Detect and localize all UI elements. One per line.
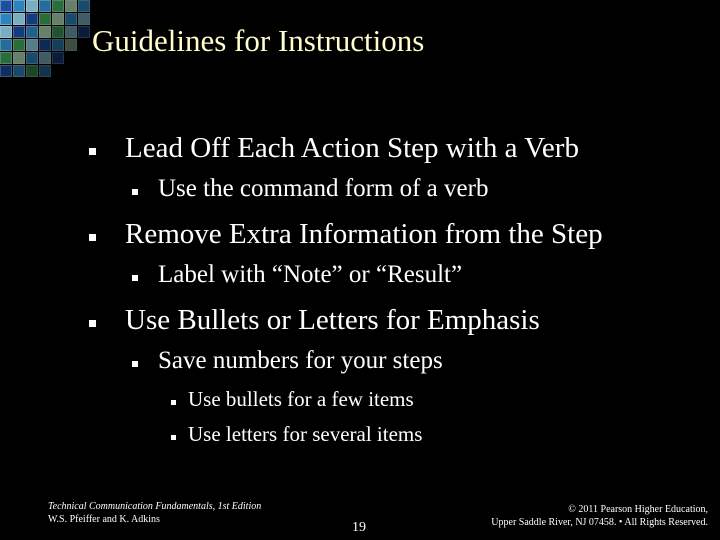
bullet-item-several-items xyxy=(188,422,422,447)
mosaic-tile xyxy=(0,39,12,51)
mosaic-tile xyxy=(13,52,25,64)
bullet-text: Use Bullets or Letters for Emphasis xyxy=(125,304,540,336)
mosaic-tile xyxy=(39,52,51,64)
slide-title: Guidelines for Instructions xyxy=(92,23,425,58)
bullet-square-icon xyxy=(89,234,96,241)
mosaic-tile xyxy=(26,26,38,38)
footer-book-info xyxy=(48,500,261,526)
bullet-square-icon xyxy=(132,275,138,281)
mosaic-tile xyxy=(65,0,77,12)
bullet-text: Lead Off Each Action Step with a Verb xyxy=(125,132,579,164)
bullet-item-use-bullets xyxy=(125,304,540,337)
copyright-line-1: © 2011 Pearson Higher Education, xyxy=(568,504,708,515)
footer-book-title: Technical Communication Fundamentals, 1st Edition xyxy=(48,501,262,512)
copyright-line-2: Upper Saddle River, NJ 07458. • All Rights Reserved. xyxy=(491,517,708,528)
mosaic-tile xyxy=(39,26,51,38)
bullet-item-remove-extra xyxy=(125,218,603,251)
mosaic-tile xyxy=(65,26,77,38)
bullet-text: Use bullets for a few items xyxy=(188,387,414,411)
bullet-square-icon xyxy=(89,320,96,327)
bullet-square-icon xyxy=(171,435,176,440)
mosaic-tile xyxy=(52,0,64,12)
mosaic-tile xyxy=(0,0,12,12)
mosaic-tile xyxy=(78,13,90,25)
decorative-mosaic xyxy=(0,0,100,100)
bullet-text: Remove Extra Information from the Step xyxy=(125,218,603,250)
mosaic-tile xyxy=(0,52,12,64)
bullet-item-label-note xyxy=(158,261,462,289)
mosaic-tile xyxy=(52,52,64,64)
bullet-item-lead-off xyxy=(125,132,579,165)
mosaic-tile xyxy=(26,65,38,77)
mosaic-tile xyxy=(0,26,12,38)
mosaic-tile xyxy=(0,13,12,25)
bullet-text: Use the command form of a verb xyxy=(158,175,489,202)
mosaic-tile xyxy=(52,13,64,25)
bullet-item-few-items xyxy=(188,387,414,412)
footer-authors: W.S. Pfeiffer and K. Adkins xyxy=(48,514,160,525)
mosaic-tile xyxy=(13,65,25,77)
mosaic-tile xyxy=(26,13,38,25)
page-number: 19 xyxy=(352,520,366,535)
bullet-square-icon xyxy=(171,400,176,405)
bullet-item-command-form xyxy=(158,175,488,203)
mosaic-tile xyxy=(65,39,77,51)
bullet-square-icon xyxy=(89,148,96,155)
mosaic-tile xyxy=(13,39,25,51)
mosaic-tile xyxy=(78,26,90,38)
footer-copyright xyxy=(491,503,708,529)
bullet-text: Save numbers for your steps xyxy=(158,347,443,374)
mosaic-tile xyxy=(65,13,77,25)
bullet-text: Use letters for several items xyxy=(188,422,423,446)
mosaic-tile xyxy=(0,65,12,77)
bullet-item-save-numbers xyxy=(158,347,443,375)
mosaic-tile xyxy=(13,0,25,12)
mosaic-tile xyxy=(52,26,64,38)
mosaic-tile xyxy=(78,0,90,12)
mosaic-tile xyxy=(39,13,51,25)
mosaic-tile xyxy=(26,0,38,12)
bullet-square-icon xyxy=(132,361,138,367)
mosaic-tile xyxy=(26,52,38,64)
mosaic-tile xyxy=(39,0,51,12)
mosaic-tile xyxy=(26,39,38,51)
bullet-square-icon xyxy=(132,189,138,195)
mosaic-tile xyxy=(13,26,25,38)
mosaic-tile xyxy=(52,39,64,51)
bullet-text: Label with “Note” or “Result” xyxy=(158,261,463,288)
mosaic-tile xyxy=(39,65,51,77)
mosaic-tile xyxy=(39,39,51,51)
mosaic-tile xyxy=(13,13,25,25)
